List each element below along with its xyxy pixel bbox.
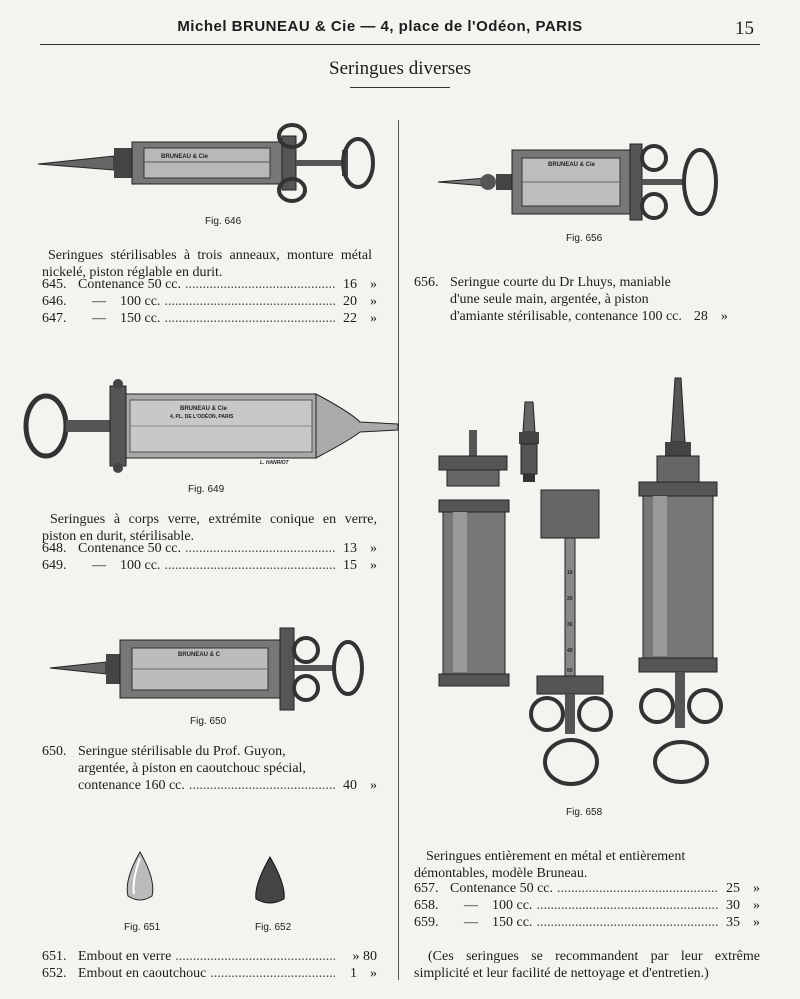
- item-price: 35: [726, 915, 740, 930]
- ditto-dash: —: [464, 915, 478, 930]
- engraver-signature: L. HANRIOT: [260, 460, 289, 466]
- page-number: 15: [735, 18, 754, 39]
- leader-dots: [185, 540, 335, 557]
- item-description: d'amiante stérilisable, contenance 100 cc.: [450, 309, 682, 324]
- leader-dots: [536, 897, 718, 914]
- price-unit: »: [370, 778, 377, 793]
- scale-mark: 50: [567, 668, 573, 674]
- item-number: 652.: [42, 966, 67, 981]
- scale-mark: 30: [567, 622, 573, 628]
- price-row-657: [414, 880, 760, 897]
- price-row-652: [42, 965, 377, 982]
- fig-651-label: Fig. 651: [124, 922, 161, 933]
- price-unit: »: [370, 311, 377, 326]
- item-price: 40: [343, 778, 357, 793]
- ditto-dash: —: [92, 311, 106, 326]
- item-description: contenance 160 cc.: [78, 778, 185, 793]
- fig-656-description: [414, 274, 760, 325]
- item-650-line1: [42, 743, 377, 760]
- item-number: 650.: [42, 744, 67, 759]
- leader-dots: [185, 276, 335, 293]
- price-unit: »: [370, 277, 377, 292]
- price-row-647: [42, 310, 377, 327]
- leader-dots: [164, 310, 335, 327]
- price-unit: »: [753, 915, 760, 930]
- price-row-659: [414, 914, 760, 931]
- fig-650-label: Fig. 650: [190, 716, 227, 727]
- brand-engraving-656: BRUNEAU & Cie: [548, 162, 596, 168]
- item-price: 25: [726, 881, 740, 896]
- item-number: 657.: [414, 881, 439, 896]
- fig-649-label: Fig. 649: [188, 484, 225, 495]
- price-row-658: [414, 897, 760, 914]
- scale-mark: 10: [567, 570, 573, 576]
- ditto-dash: —: [92, 558, 106, 573]
- item-price: 28: [693, 309, 708, 324]
- fig-656-label: Fig. 656: [566, 233, 603, 244]
- syringe-646-illustration: [36, 118, 381, 208]
- price-row-645: [42, 276, 377, 293]
- price-row-649: [42, 557, 377, 574]
- leader-dots: [164, 293, 335, 310]
- tips-price-list: [42, 948, 377, 982]
- item-label: 150 cc.: [120, 311, 161, 326]
- item-price: 22: [343, 311, 357, 326]
- fig-658-price-list: [414, 880, 760, 931]
- page-header: [40, 14, 760, 45]
- item-price: 30: [726, 898, 740, 913]
- fig-649-description: Seringues à corps verre, extrémite conique en verre, piston en durit, stérilisable.: [42, 512, 377, 544]
- price-unit: »: [753, 881, 760, 896]
- item-label: Contenance 50 cc.: [78, 277, 182, 292]
- item-number: 645.: [42, 277, 67, 292]
- price-unit: »: [370, 966, 377, 981]
- column-divider: [398, 120, 399, 980]
- ditto-dash: —: [464, 898, 478, 913]
- rubber-tip-652-illustration: [250, 855, 290, 910]
- fig-650-description: [42, 743, 377, 794]
- item-number: 658.: [414, 898, 439, 913]
- price-unit: »: [370, 294, 377, 309]
- scale-mark: 20: [567, 596, 573, 602]
- item-650-line2: [42, 760, 377, 777]
- item-label: Contenance 50 cc.: [78, 541, 182, 556]
- ditto-dash: —: [92, 294, 106, 309]
- item-description: d'une seule main, argentée, à piston: [450, 292, 649, 307]
- item-label: Contenance 50 cc.: [450, 881, 554, 896]
- item-656-line2: [414, 291, 760, 308]
- item-650-line3: [42, 777, 377, 794]
- fig-658-label: Fig. 658: [566, 807, 603, 818]
- item-number: 648.: [42, 541, 67, 556]
- price-unit: »: [720, 309, 728, 324]
- fig-652-label: Fig. 652: [255, 922, 292, 933]
- item-656-line1: [414, 274, 760, 291]
- item-label: Embout en caoutchouc: [78, 966, 207, 981]
- leader-dots: [164, 557, 335, 574]
- item-price: » 80: [352, 949, 377, 964]
- item-description: argentée, à piston en caoutchouc spécial,: [78, 761, 306, 776]
- address-engraving-649: 4, PL. DE L'ODÉON, PARIS: [170, 414, 234, 420]
- price-unit: »: [370, 558, 377, 573]
- brand-engraving-646: BRUNEAU & Cie: [161, 154, 209, 160]
- item-price: 13: [343, 541, 357, 556]
- syringe-650-illustration: [48, 620, 368, 715]
- glass-tip-651-illustration: [120, 850, 160, 910]
- syringe-649-illustration: [20, 372, 400, 482]
- item-label: 100 cc.: [492, 898, 533, 913]
- brand-engraving-649: BRUNEAU & Cie: [180, 406, 228, 412]
- page-title: Seringues diverses: [329, 58, 471, 79]
- syringe-656-illustration: [436, 138, 726, 228]
- item-description: Seringue stérilisable du Prof. Guyon,: [78, 744, 286, 759]
- price-unit: »: [753, 898, 760, 913]
- item-price: 1: [350, 966, 357, 981]
- item-description: Seringue courte du Dr Lhuys, maniable: [450, 275, 671, 290]
- item-price: 20: [343, 294, 357, 309]
- leader-dots: [189, 777, 335, 794]
- leader-dots: [557, 880, 718, 897]
- header-text: Michel BRUNEAU & Cie — 4, place de l'Odéon, PARIS: [177, 18, 583, 35]
- item-number: 647.: [42, 311, 67, 326]
- item-label: 100 cc.: [120, 558, 161, 573]
- item-number: 659.: [414, 915, 439, 930]
- item-label: Embout en verre: [78, 949, 172, 964]
- leader-dots: [175, 948, 335, 965]
- item-price: 16: [343, 277, 357, 292]
- fig-646-label: Fig. 646: [205, 216, 242, 227]
- leader-dots: [210, 965, 335, 982]
- item-number: 646.: [42, 294, 67, 309]
- price-row-646: [42, 293, 377, 310]
- item-price: 15: [343, 558, 357, 573]
- brand-engraving-650: BRUNEAU & C: [178, 652, 220, 658]
- item-number: 649.: [42, 558, 67, 573]
- item-label: 150 cc.: [492, 915, 533, 930]
- item-number: 651.: [42, 949, 67, 964]
- item-656-line3: [414, 308, 760, 325]
- fig-658-description: Seringues entièrement en métal et entièrement démontables, modèle Bruneau.: [414, 849, 686, 881]
- title-underline: [350, 87, 450, 88]
- item-number: 656.: [414, 275, 439, 290]
- price-row-651: [42, 948, 377, 965]
- fig-649-price-list: [42, 540, 377, 574]
- fig-646-description: Seringues stérilisables à trois anneaux, monture métal nickelé, piston réglable en durit.: [42, 248, 372, 280]
- syringe-658-illustration: [425, 372, 735, 802]
- fig-658-note: (Ces seringues se recommandent par leur extrême simplicité et leur facilité de nettoyage et d'entretien.): [414, 949, 760, 981]
- fig-646-price-list: [42, 276, 377, 327]
- price-unit: »: [370, 541, 377, 556]
- price-row-648: [42, 540, 377, 557]
- scale-mark: 40: [567, 648, 573, 654]
- item-label: 100 cc.: [120, 294, 161, 309]
- leader-dots: [536, 914, 718, 931]
